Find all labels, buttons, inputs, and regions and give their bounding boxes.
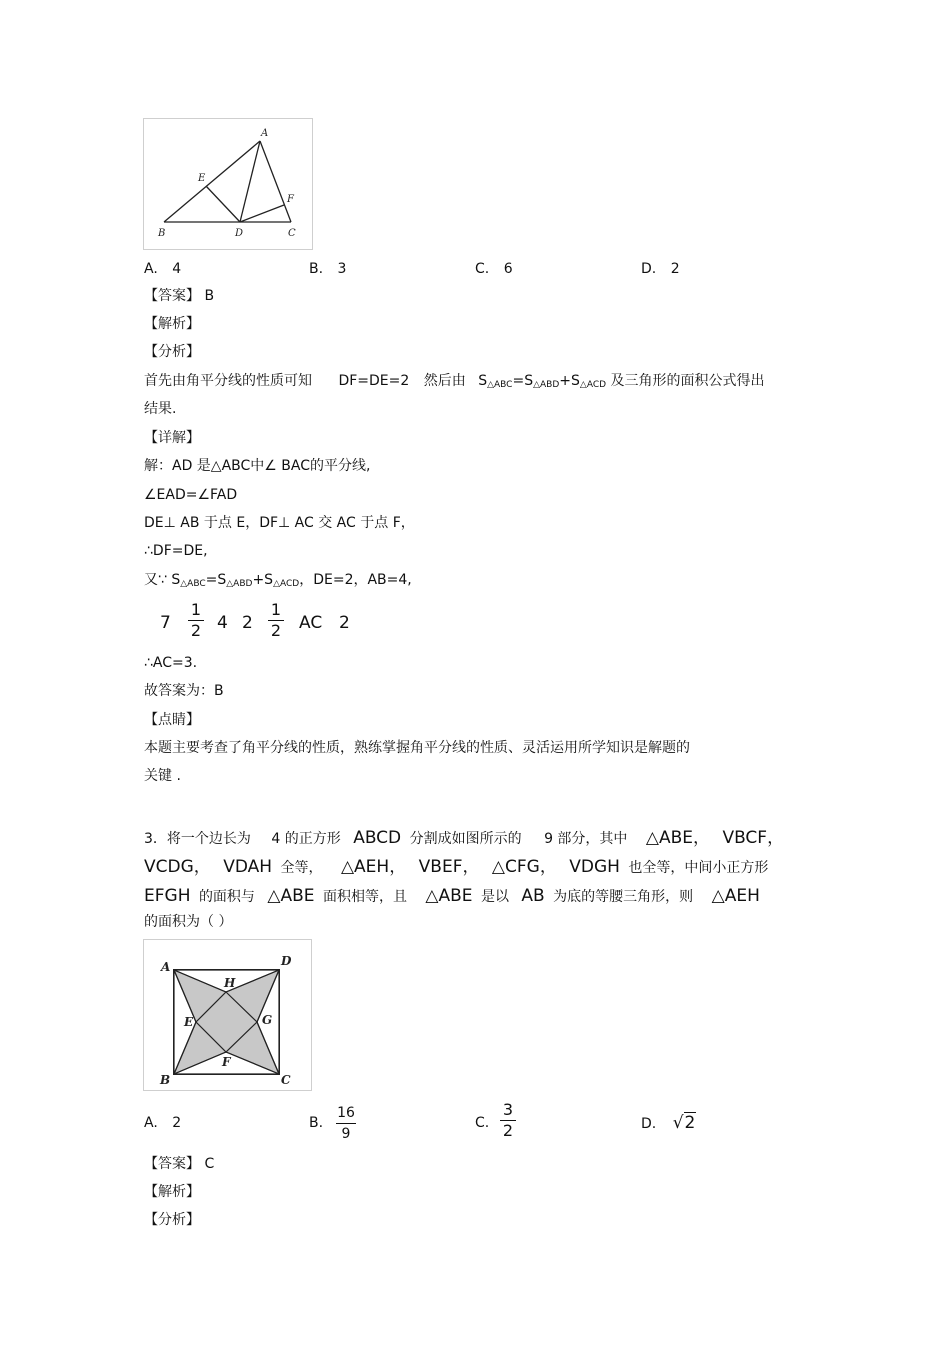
- q3-line-3: [144, 885, 760, 907]
- eq-fraction-2: [268, 601, 284, 640]
- q3-math: VDGH: [569, 857, 620, 877]
- step-4: ∴DF=DE,: [144, 543, 208, 559]
- q3-text: 9 部分，其中: [544, 831, 628, 847]
- xiangjie-heading: 【详解】: [144, 430, 200, 446]
- option-key: D.: [641, 1116, 657, 1132]
- option-value: 2: [172, 1115, 182, 1131]
- analysis-line-2: 结果.: [144, 401, 177, 417]
- eq-term-5: 2: [339, 613, 350, 633]
- label-g: G: [262, 1013, 273, 1027]
- triangle-diagram: [144, 119, 312, 249]
- label-h: H: [224, 976, 236, 990]
- analysis-sub-acd: △ACD: [579, 380, 607, 390]
- label-f: F: [222, 1055, 231, 1069]
- analysis-sub-abd: △ABD: [533, 380, 560, 390]
- step-5-c: +S: [252, 572, 274, 588]
- q3-text: 分割成如图所示的: [409, 831, 522, 847]
- fraction-numerator: 1: [190, 600, 202, 619]
- fraction-denominator: 9: [341, 1126, 351, 1142]
- eq-term-1: 7: [160, 613, 171, 633]
- option-key: A.: [144, 261, 158, 277]
- option-value: 6: [503, 261, 513, 277]
- q3-math: VDAH: [223, 857, 273, 877]
- eq-term-3: 2: [242, 613, 253, 633]
- option-value: 2: [670, 261, 680, 277]
- step-5-sub-abc: △ABC: [180, 579, 206, 589]
- label-e: E: [198, 173, 206, 184]
- q3-line-4: 的面积为（ ）: [144, 914, 233, 930]
- fenxi-heading: 【分析】: [144, 344, 200, 360]
- q3-option-b-key: B.: [309, 1115, 324, 1131]
- q3-option-c-fraction: [500, 1101, 516, 1140]
- option-c: [475, 260, 513, 278]
- jiexi-heading: 【解析】: [144, 316, 200, 332]
- step-6: ∴AC=3.: [144, 655, 198, 671]
- q3-jiexi-heading: 【解析】: [144, 1184, 200, 1200]
- eq-term-2: 4: [217, 613, 228, 633]
- q3-line-1: [144, 827, 784, 849]
- analysis-text-4: 及三角形的面积公式得出: [610, 373, 765, 389]
- q3-text: 面积相等，且: [322, 889, 407, 905]
- step-5-d: ，DE=2，AB=4,: [299, 572, 412, 588]
- square-diagram: [144, 940, 311, 1090]
- q3-math: ABCD: [353, 828, 402, 848]
- q3-answer-line: 【答案】 C: [144, 1156, 215, 1172]
- analysis-s: S: [478, 373, 488, 389]
- answer-line: 【答案】 B: [144, 288, 215, 304]
- label-c: C: [288, 228, 296, 239]
- q3-line-2: [144, 856, 768, 878]
- analysis-sub-abc: △ABC: [487, 380, 513, 390]
- label-c: C: [281, 1073, 291, 1087]
- analysis-text-3: 然后由: [423, 373, 466, 389]
- fraction-numerator: 1: [270, 600, 282, 619]
- analysis-line: [144, 372, 765, 394]
- dianjing-heading: 【点睛】: [144, 712, 200, 728]
- q3-math: VBEF，: [418, 857, 480, 877]
- label-f: F: [287, 194, 294, 205]
- q3-math: △ABE，: [645, 828, 710, 848]
- q3-math: △ABE: [425, 886, 473, 906]
- label-e: E: [184, 1015, 194, 1029]
- step-5-sub-abd: △ABD: [226, 579, 253, 589]
- analysis-text-2: DF=DE=2: [338, 373, 410, 389]
- analysis-text-1: 首先由角平分线的性质可知: [144, 373, 312, 389]
- q3-option-d: [641, 1114, 696, 1133]
- square-figure: [143, 939, 312, 1091]
- q3-text: 也全等，中间小正方形: [628, 860, 769, 876]
- q3-math: △AEH: [711, 886, 760, 906]
- label-b: B: [158, 228, 166, 239]
- label-a: A: [161, 960, 171, 974]
- option-b: [309, 260, 346, 278]
- step-1: 解：AD 是△ABC中∠ BAC的平分线,: [144, 458, 371, 474]
- label-d: D: [281, 954, 292, 968]
- option-key: D.: [641, 261, 657, 277]
- q3-text: 全等，: [280, 860, 323, 876]
- q3-math: △ABE: [267, 886, 315, 906]
- step-7: 故答案为：B: [144, 683, 224, 699]
- fraction-denominator: 2: [190, 621, 202, 640]
- q3-option-b-fraction: [336, 1104, 356, 1143]
- fraction-numerator: 16: [337, 1105, 355, 1121]
- q3-text: 的面积与: [198, 889, 255, 905]
- triangle-figure: [143, 118, 313, 250]
- fraction-bar: [336, 1123, 356, 1124]
- q3-math: VBCF，: [722, 828, 785, 848]
- eq-term-4: AC: [299, 613, 323, 633]
- q3-fenxi-heading: 【分析】: [144, 1212, 200, 1228]
- q3-text: 4 的正方形: [271, 831, 341, 847]
- q3-text: 3．将一个边长为: [144, 831, 251, 847]
- option-key: B.: [309, 261, 324, 277]
- q3-text: 是以: [480, 889, 509, 905]
- label-d: D: [235, 228, 244, 239]
- label-b: B: [160, 1073, 171, 1087]
- step-5-a: 又∵ S: [144, 572, 181, 588]
- step-5-b: =S: [205, 572, 227, 588]
- option-key: C.: [475, 261, 490, 277]
- q3-math: AB: [521, 886, 545, 906]
- step-2: ∠EAD=∠FAD: [144, 487, 238, 503]
- option-d: [641, 260, 680, 278]
- analysis-plus: +S: [559, 373, 580, 389]
- sqrt-expression: √2: [672, 1113, 696, 1133]
- sqrt-radicand: 2: [684, 1113, 696, 1133]
- fraction-denominator: 2: [502, 1121, 514, 1140]
- q3-math: EFGH: [144, 886, 191, 906]
- fraction-numerator: 3: [502, 1100, 514, 1119]
- step-5-sub-acd: △ACD: [273, 579, 300, 589]
- option-value: 3: [337, 261, 347, 277]
- option-a: [144, 260, 181, 278]
- step-3: DE⊥ AB 于点 E，DF⊥ AC 交 AC 于点 F，: [144, 515, 415, 531]
- option-value: 4: [172, 261, 182, 277]
- summary-line-1: 本题主要考查了角平分线的性质，熟练掌握角平分线的性质、灵活运用所学知识是解题的: [144, 740, 690, 756]
- q3-text: 为底的等腰三角形，则: [553, 889, 694, 905]
- q3-math: △AEH，: [340, 857, 407, 877]
- option-key: A.: [144, 1115, 158, 1131]
- summary-line-2: 关键 .: [144, 768, 181, 784]
- q3-math: △CFG，: [491, 857, 557, 877]
- q3-option-a: [144, 1114, 181, 1132]
- label-a: A: [261, 128, 269, 139]
- analysis-eq: =S: [512, 373, 534, 389]
- eq-fraction-1: [188, 601, 204, 640]
- step-5: [144, 571, 412, 593]
- q3-math: VCDG，: [144, 857, 211, 877]
- fraction-denominator: 2: [270, 621, 282, 640]
- q3-option-c-key: C.: [475, 1115, 490, 1131]
